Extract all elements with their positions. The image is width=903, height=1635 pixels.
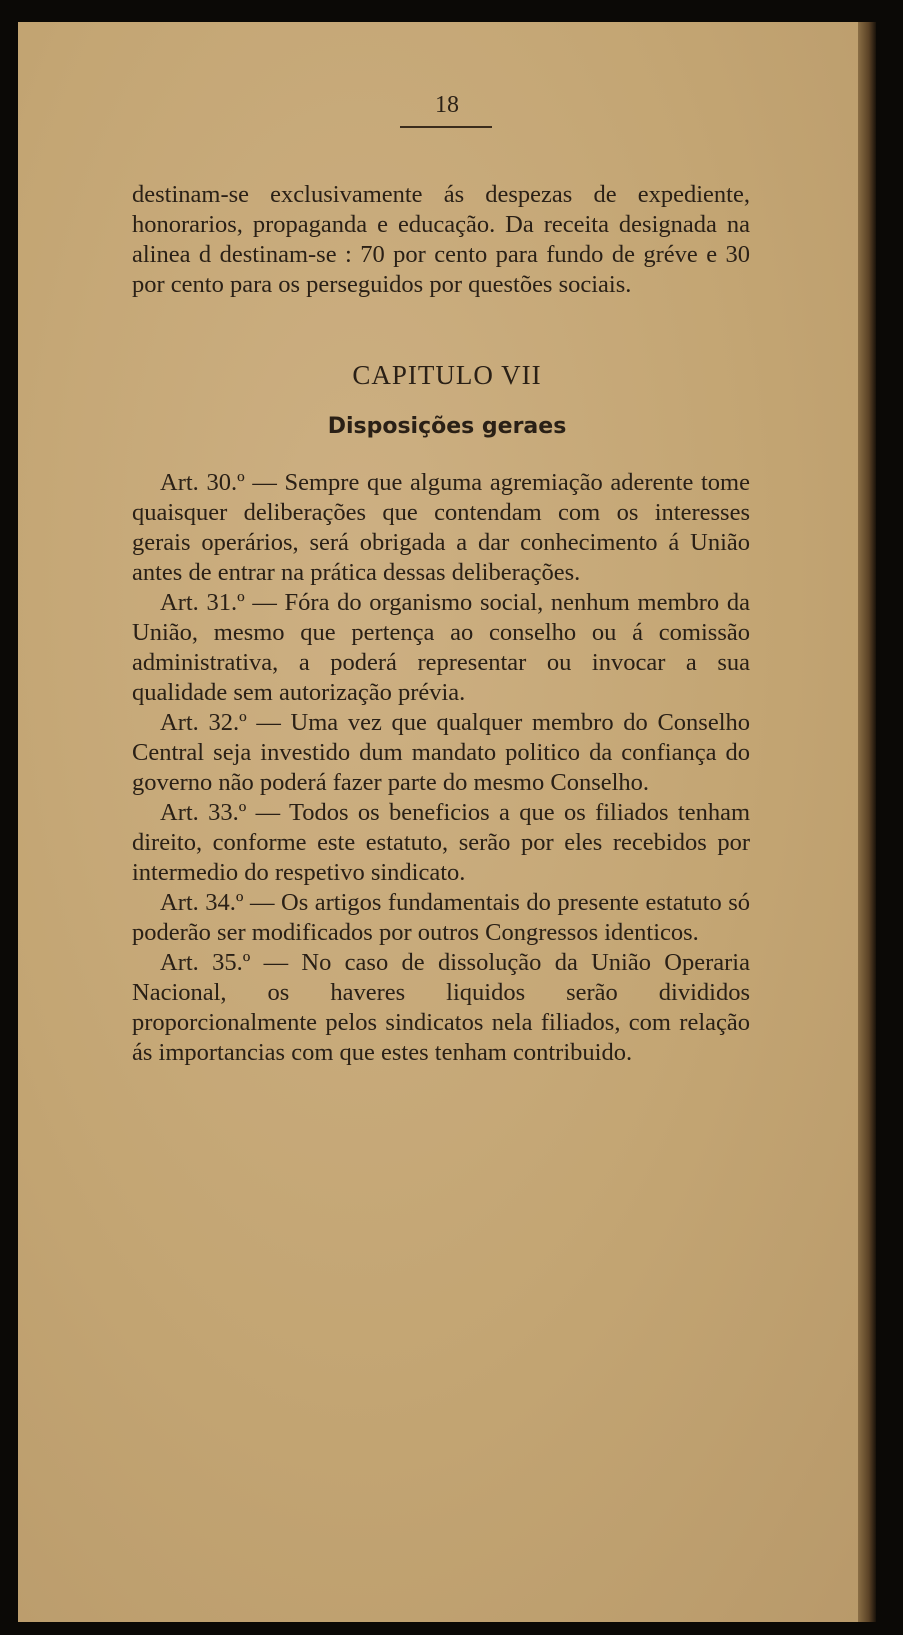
document-page [18, 22, 876, 1622]
page-number: 18 [435, 92, 459, 118]
articles-block [132, 468, 750, 1068]
article-35: Art. 35.º — No caso de dissolução da União Operaria Nacional, os haveres liquidos serão divididos proporcionalmente pelos sindicatos nela filiados, com relação ás importancias com que estes tenham contribuido. [132, 949, 750, 1066]
chapter-subtitle: Disposições geraes [327, 414, 567, 439]
article-34: Art. 34.º — Os artigos fundamentais do presente estatuto só poderão ser modificados por outros Congressos identicos. [132, 889, 750, 946]
article-31: Art. 31.º — Fóra do organismo social, nenhum membro da União, mesmo que pertença ao conselho ou á comissão administrativa, a poderá representar ou invocar a sua qualidade sem autorização prévia. [132, 589, 750, 706]
chapter-title: CAPITULO VII [352, 360, 542, 390]
header-rule [400, 126, 492, 128]
intro-paragraph [132, 180, 750, 300]
article-32: Art. 32.º — Uma vez que qualquer membro do Conselho Central seja investido dum mandato politico da confiança do governo não poderá fazer parte do mesmo Conselho. [132, 709, 750, 796]
intro-text: destinam-se exclusivamente ás despezas de expediente, honorarios, propaganda e educação. Da receita designada na alinea d destinam-se : 70 por cento para fundo de gréve e 30 por cento para os perseguidos por questões sociais. [132, 181, 750, 298]
article-33: Art. 33.º — Todos os beneficios a que os filiados tenham direito, conforme este estatuto, serão por eles recebidos por intermedio do respetivo sindicato. [132, 799, 750, 886]
page-edge-shadow [858, 22, 876, 1622]
article-30: Art. 30.º — Sempre que alguma agremiação aderente tome quaisquer deliberações que contendam com os interesses gerais operários, será obrigada a dar conhecimento á União antes de entrar na prática dessas deliberações. [132, 469, 750, 586]
